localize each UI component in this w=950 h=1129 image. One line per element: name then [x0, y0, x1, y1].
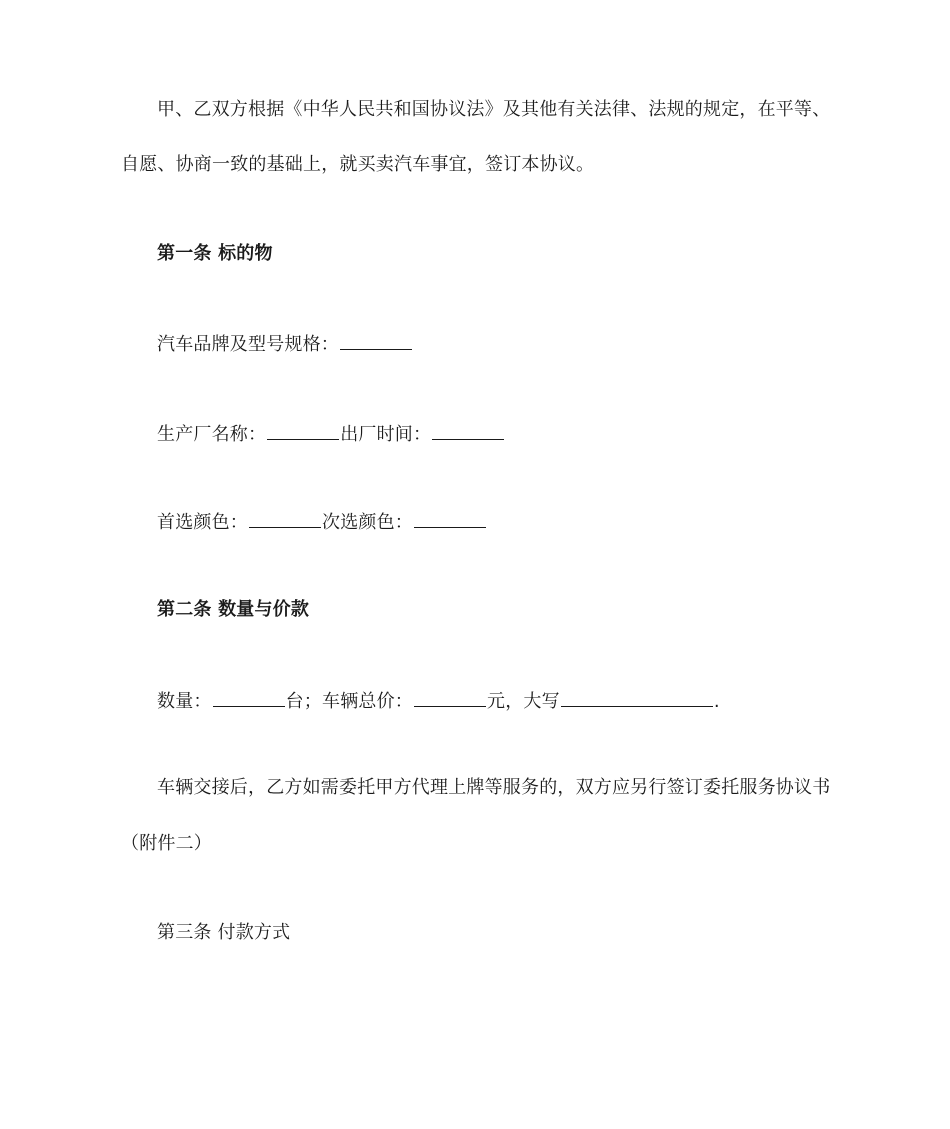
capital-amount-blank[interactable] — [561, 688, 713, 707]
total-price-blank[interactable] — [414, 688, 486, 707]
intro-paragraph-line-1: 甲、乙双方根据《中华人民共和国协议法》及其他有关法律、法规的规定，在平等、 — [157, 99, 831, 120]
intro-paragraph-line-2: 自愿、协商一致的基础上，就买卖汽车事宜，签订本协议。 — [121, 154, 595, 175]
article-3-heading: 第三条 付款方式 — [157, 922, 291, 943]
manufacturer-row — [157, 421, 505, 447]
second-color-label: 次选颜色： — [322, 512, 413, 533]
article-2-heading: 第二条 数量与价款 — [157, 599, 310, 620]
brand-model-label: 汽车品牌及型号规格： — [157, 334, 339, 355]
handover-paragraph-line-1: 车辆交接后，乙方如需委托甲方代理上牌等服务的，双方应另行签订委托服务协议书 — [157, 777, 831, 798]
second-color-blank[interactable] — [414, 509, 486, 528]
capital-amount-label: 元，大写 — [487, 691, 560, 712]
manufacturer-blank[interactable] — [267, 421, 339, 440]
total-price-label: 台；车辆总价： — [285, 691, 414, 712]
first-color-label: 首选颜色： — [157, 512, 248, 533]
quantity-price-row — [157, 688, 720, 714]
color-row — [157, 509, 487, 535]
article-1-heading: 第一条 标的物 — [157, 243, 273, 264]
first-color-blank[interactable] — [249, 509, 321, 528]
quantity-blank[interactable] — [213, 688, 285, 707]
trailing-period: . — [713, 691, 720, 712]
factory-time-label: 出厂时间： — [340, 424, 432, 445]
quantity-label: 数量： — [157, 691, 212, 712]
factory-time-blank[interactable] — [432, 421, 504, 440]
handover-paragraph-line-2: （附件二） — [121, 833, 212, 854]
brand-model-blank[interactable] — [340, 331, 412, 350]
brand-model-row — [157, 331, 413, 357]
manufacturer-label: 生产厂名称： — [157, 424, 267, 445]
